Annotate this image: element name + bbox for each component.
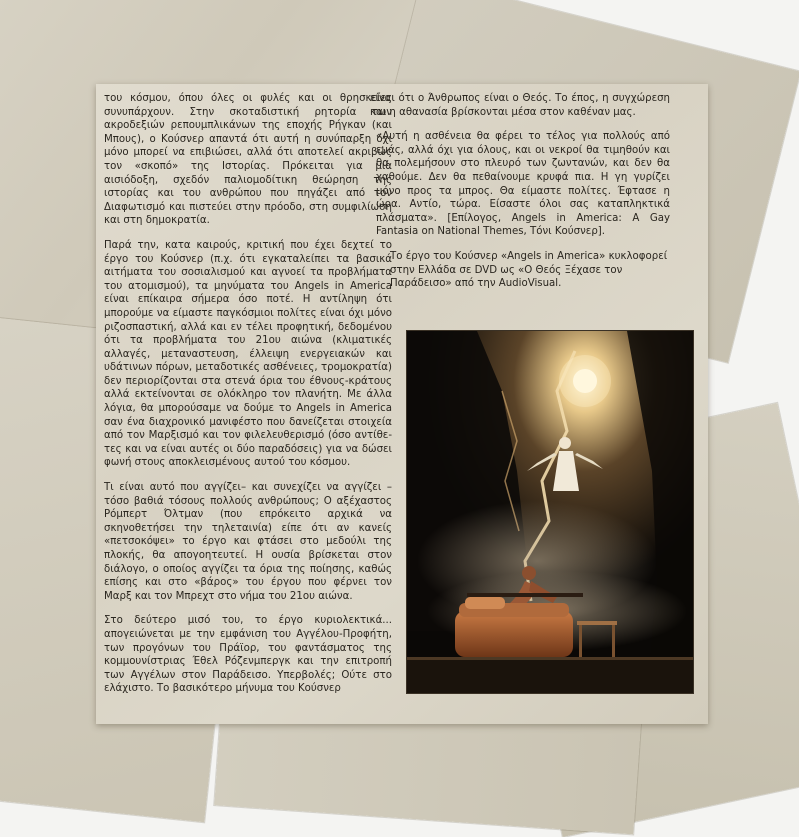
stage-photo-angel-icon [407,331,693,693]
stage-photo [406,330,694,694]
article-paragraph: του κόσμου, όπου όλες οι φυλές και οι θρησκείες συνυπάρχουν. Στην σκοταδιστική ρητορία των ακροδεξιών ρεπουμπλικάνων της εποχής Ρήγκαν (και Μπους), ο Κούσνερ απαντά ότι αυτή η συνύπαρξη όχι μόνο μπορεί να επιβιώσει, αλλά ότι αποτελεί ακριβώς τον «σκοπό» της Ιστορίας. Πρόκειται για μία αισιόδοξη, σχεδόν παλιομοδίτικη θεώρηση της ιστορίας και του ανθρώπου που πηγάζει από τον Διαφωτισμό και πιστεύει στην πρόοδο, στη συμφιλίωση και στη δημοκρατία. [104,93,392,227]
article-paragraph: Στο δεύτερο μισό του, το έργο κυριολεκτικά... απογειώνεται με την εμφάνιση του Αγγέλου-Προφήτη, των προγόνων του Πράϊορ, του φαντάσματος της κομμουνίστριας Έθελ Ρόζενμπεργκ και την επιτροπή των Αγγέλων στον Παράδεισο. Υπερβολές; Ούτε στο ελάχιστο. Το βασικότερο μήνυμα του Κούσνερ [104,615,392,695]
article-left-column [104,92,392,707]
epilogue-quote: «Αυτή η ασθένεια θα φέρει το τέλος για πολλούς από εμάς, αλλά όχι για όλους, και οι νεκροί θα τιμηθούν και θα πολεμήσουν στο πλευρό των ζωντανών, και δεν θα χαθούμε. Δεν θα πεθαίνουμε κρυφά πια. Η γη γυρίζει μόνο προς τα μπρος. Θα είμαστε πολίτες. Έφτασε η ώρα. Αντίο, τώρα. Είσαστε όλοι σας καταπληκτικά πλάσματα». [Επίλογος, Angels in America: A Gay Fantasia on National Themes, Τόνι Κούσνερ]. [376,131,670,238]
dvd-note: Το έργο του Κούσνερ «Angels in America» κυκλοφορεί στην Ελλάδα σε DVD ως «Ο Θεός Ξέχασε τον Παράδεισο» από την AudioVisual. [390,250,668,290]
article-paragraph: Τι είναι αυτό που αγγίζει– και συνεχίζει να αγγίζει – τόσο βαθιά τόσους πολλούς ανθρώπους; Ο αξέχαστος Ρόμπερτ Όλτμαν (που επρόκειτο αρχικά να σκηνοθετήσει την τηλεταινία) είπε ότι αν κανείς «πετσοκόψει» το έργο και φτάσει στο μεδούλι της πλοκής, θα απογοητευτεί. Η ουσία βρίσκεται στον διάλογο, ο οποίος αγγίζει τα όρια της ποίησης, καθώς επίσης και στο «βάρος» του έργου που φέρνει τον Μαρξ και τον Μπρεχτ στο νήμα του 21ου αιώνα. [104,482,392,602]
article-right-column [370,92,670,302]
article-paragraph: Παρά την, κατα καιρούς, κριτική που έχει δεχτεί το έργο του Κούσνερ (π.χ. ότι εγκαταλείπει τα βασικά αιτήματα του σοσιαλισμού και αγνοεί τα προβλήματα του ατομισμού), τα μηνύματα του Angels in America είναι επίκαιρα σήμερα όσο ποτέ. Η αντίληψη ότι μπορούμε να είμαστε παγκόσμιοι πολίτες είναι όχι μόνο ριζοσπαστική, αλλά και εν τέλει προφητική, δεδομένου ότι τα προβλήματα του 21ου αιώνα (κλιματικές αλλαγές, μεταναστευση, έλλειψη ενεργειακών και υδάτινων πόρων, μεταδοτικές ασθένειες, τρομοκρατία) δεν περιορίζονται στα στενά όρια του έθνους-κράτους αλλά εκτείνονται σε ολόκληρο τον πλανήτη. Με άλλα λόγια, θα μπορούσαμε να δούμε το Angels in America σαν ένα διαχρονικό μανιφέστο που δανείζεται στοιχεία από τον Μαρξισμό και τον φιλελευθερισμό (όσο αντίθετες και να είναι αυτές οι δύο παραδόσεις) για να δώσει φωνή στους αποκλεισμένους αυτού του κόσμου. [104,239,392,469]
article-page [96,84,708,724]
article-paragraph: είναι ότι ο Άνθρωπος είναι ο Θεός. Το έπος, η συγχώρεση και η αθανασία βρίσκονται μέσα στον καθέναν μας. [370,93,670,118]
